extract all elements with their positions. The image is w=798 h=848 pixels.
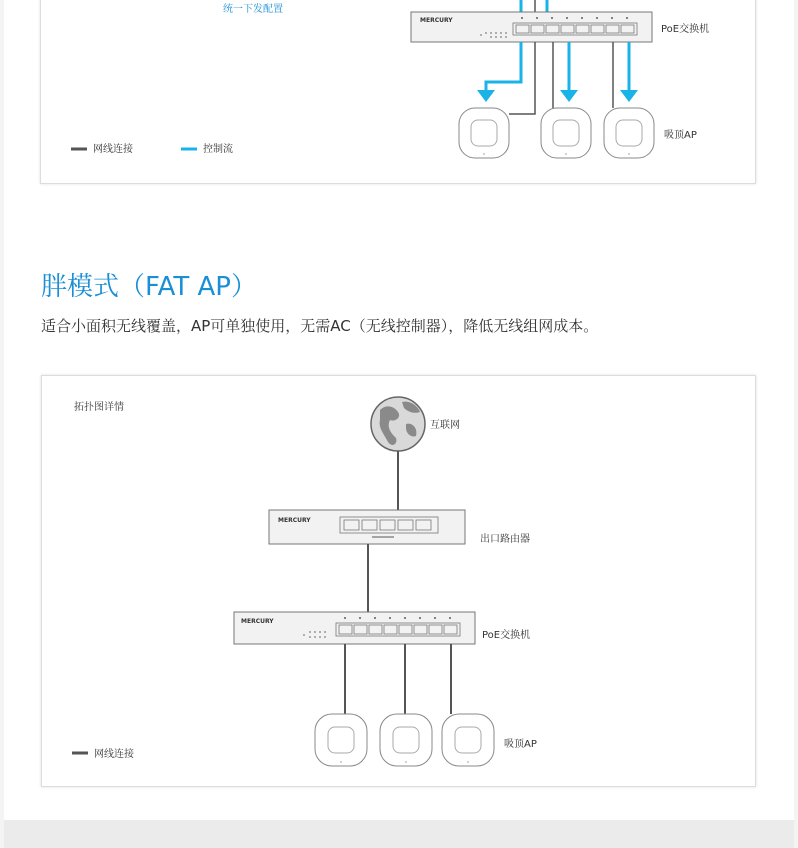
ap-cables: [345, 644, 451, 714]
router-icon: [269, 510, 465, 544]
legend-cable-label: 网线连接: [93, 144, 133, 155]
router-label: 出口路由器: [480, 534, 530, 545]
ap-cables: [509, 42, 613, 114]
ap-label: 吸顶AP: [664, 130, 697, 141]
config-note: 统一下发配置: [223, 4, 283, 15]
topology-panel-top: [40, 0, 756, 184]
topology-heading: 拓扑图详情: [74, 402, 124, 413]
ceiling-ap-icon: [315, 714, 367, 766]
legend: [71, 142, 233, 155]
switch-label: PoE交换机: [482, 630, 531, 641]
section-description: 适合小面积无线覆盖，AP可单独使用，无需AC（无线控制器），降低无线组网成本。: [41, 317, 599, 335]
ceiling-ap-icon: [604, 108, 654, 158]
switch-brand: MERCURY: [420, 17, 453, 24]
legend-cable-label: 网线连接: [94, 749, 134, 760]
topology-panel-fat: [41, 375, 756, 787]
section-title: 胖模式（FAT AP）: [41, 272, 257, 302]
uplink-cables: [521, 0, 547, 12]
ceiling-ap-icon: [459, 108, 509, 158]
internet-label: 互联网: [430, 420, 460, 431]
router-brand: MERCURY: [278, 517, 311, 524]
switch-icon: [234, 612, 475, 644]
legend: [72, 747, 134, 760]
ap-label: 吸顶AP: [504, 739, 537, 750]
ceiling-ap-icon: [442, 714, 494, 766]
topology-diagram-fat: [42, 376, 755, 786]
globe-icon: [371, 397, 425, 451]
topology-diagram-top: [41, 0, 755, 183]
switch-icon: [411, 12, 652, 42]
footer-band: [4, 820, 794, 848]
ceiling-ap-icon: [380, 714, 432, 766]
ceiling-ap-icon: [541, 108, 591, 158]
legend-control-label: 控制流: [203, 144, 233, 155]
control-flow-arrows: [477, 42, 638, 102]
switch-label: PoE交换机: [661, 24, 710, 35]
switch-brand: MERCURY: [241, 618, 274, 625]
